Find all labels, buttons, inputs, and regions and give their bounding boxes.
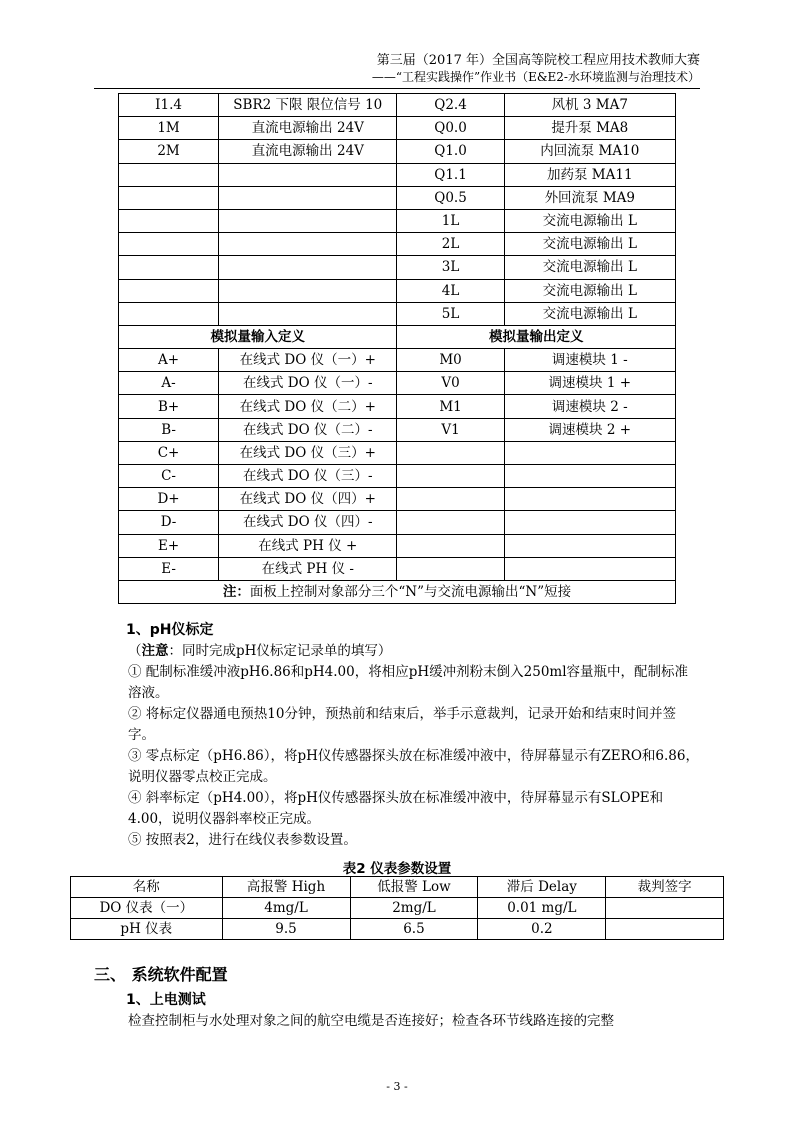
table-cell: 0.01 mg/L: [478, 898, 606, 919]
table-cell: 交流电源输出 L: [504, 233, 675, 256]
table-cell: 提升泵 MA8: [504, 117, 675, 140]
table-cell: [504, 511, 675, 534]
section3-text: 检查控制柜与水处理对象之间的航空电缆是否连接好；检查各环节线路连接的完整: [128, 1013, 614, 1029]
table-cell: [397, 511, 504, 534]
table-cell: 调速模块 2 +: [504, 418, 675, 441]
table-cell: [397, 557, 504, 580]
analog-input-title: 模拟量输入定义: [119, 325, 397, 348]
table-note: 注：面板上控制对象部分三个“N”与交流电源输出“N”短接: [119, 580, 676, 603]
ph-steps: [94, 662, 700, 851]
section3-heading: 三、 系统软件配置: [94, 965, 228, 984]
table-row: [119, 511, 676, 534]
table-cell: E+: [119, 534, 219, 557]
table-cell: B+: [119, 395, 219, 418]
table-row: [119, 279, 676, 302]
table-cell: [397, 465, 504, 488]
page-number: - 3 -: [386, 1080, 408, 1093]
table-row: [119, 441, 676, 464]
column-header: 低报警 Low: [350, 877, 478, 898]
table-cell: 调速模块 1 +: [504, 372, 675, 395]
table-cell: 调速模块 1 -: [504, 349, 675, 372]
table-cell: [504, 534, 675, 557]
table-cell: 在线式 PH 仪 -: [219, 557, 397, 580]
ph-step: ⑤ 按照表2，进行在线仪表参数设置。: [128, 832, 357, 848]
table-cell: [119, 233, 219, 256]
ph-step: ② 将标定仪器通电预热10分钟，预热前和结束后，举手示意裁判，记录开始和结束时间并签字。: [128, 706, 676, 743]
table-cell: 调速模块 2 -: [504, 395, 675, 418]
table-cell: [504, 465, 675, 488]
table-cell: [397, 488, 504, 511]
table-cell: 内回流泵 MA10: [504, 140, 675, 163]
table-cell: 2L: [397, 233, 504, 256]
table-cell: V1: [397, 418, 504, 441]
table-cell: 在线式 PH 仪 +: [219, 534, 397, 557]
table-cell: [219, 279, 397, 302]
table-cell: 直流电源输出 24V: [219, 117, 397, 140]
table-cell: [219, 209, 397, 232]
ph-step: ③ 零点标定（pH6.86），将pH仪传感器探头放在标准缓冲液中，待屏幕显示有ZERO和6.86，说明仪器零点校正完成。: [128, 748, 699, 785]
table-cell: 在线式 DO 仪（一）-: [219, 372, 397, 395]
table-cell: [119, 209, 219, 232]
table-cell: 2M: [119, 140, 219, 163]
table-cell: [397, 441, 504, 464]
table-cell: C+: [119, 441, 219, 464]
table-row: [119, 233, 676, 256]
table-cell: I1.4: [119, 94, 219, 117]
table-cell: 1L: [397, 209, 504, 232]
table-cell: V0: [397, 372, 504, 395]
header-title: 第三届（2017 年）全国高等院校工程应用技术教师大赛: [376, 53, 700, 68]
table-cell: C-: [119, 465, 219, 488]
table-row: [119, 534, 676, 557]
table-row: [119, 186, 676, 209]
column-header: 裁判签字: [606, 877, 724, 898]
table2-caption: 表2 仪表参数设置: [342, 861, 452, 877]
table-cell: [119, 302, 219, 325]
table-cell: 直流电源输出 24V: [219, 140, 397, 163]
header-divider: [94, 88, 700, 89]
table-cell: 在线式 DO 仪（二）-: [219, 418, 397, 441]
table-cell: Q2.4: [397, 94, 504, 117]
analog-output-title: 模拟量输出定义: [397, 325, 676, 348]
table-cell[interactable]: [606, 898, 724, 919]
table-cell: pH 仪表: [71, 919, 223, 940]
table-cell: Q1.0: [397, 140, 504, 163]
table-cell: [219, 302, 397, 325]
table-row: [119, 163, 676, 186]
table-row: [119, 372, 676, 395]
table-cell: [397, 534, 504, 557]
table-cell: 在线式 DO 仪（一）+: [219, 349, 397, 372]
table-cell: Q0.5: [397, 186, 504, 209]
table-cell: [504, 441, 675, 464]
header-subtitle: ——“工程实践操作”作业书（E&E2-水环境监测与治理技术）: [371, 70, 700, 84]
table-cell: 0.2: [478, 919, 606, 940]
ph-section-note: （注意：同时完成pH仪标定记录单的填写）: [128, 643, 392, 659]
table-cell: B-: [119, 418, 219, 441]
table-cell: 交流电源输出 L: [504, 256, 675, 279]
table-cell: DO 仪表（一）: [71, 898, 223, 919]
table-cell: 交流电源输出 L: [504, 209, 675, 232]
table-cell: A-: [119, 372, 219, 395]
ph-step: ④ 斜率标定（pH4.00），将pH仪传感器探头放在标准缓冲液中，待屏幕显示有SLOPE和4.00，说明仪器斜率校正完成。: [128, 790, 664, 827]
table-cell: 在线式 DO 仪（二）+: [219, 395, 397, 418]
table-cell: 5L: [397, 302, 504, 325]
table-row: [71, 898, 724, 919]
table-cell: 在线式 DO 仪（四）-: [219, 511, 397, 534]
table-row: [119, 94, 676, 117]
table-cell: [119, 256, 219, 279]
table-row: [119, 117, 676, 140]
table-cell: D-: [119, 511, 219, 534]
table-cell: SBR2 下限 限位信号 10: [219, 94, 397, 117]
table-cell: A+: [119, 349, 219, 372]
column-header: 名称: [71, 877, 223, 898]
table-cell: M0: [397, 349, 504, 372]
table-cell: Q1.1: [397, 163, 504, 186]
table-cell: 在线式 DO 仪（三）-: [219, 465, 397, 488]
ph-section: [94, 620, 700, 851]
table-cell[interactable]: [606, 919, 724, 940]
table-row: [119, 418, 676, 441]
section3-subheading: 1、上电测试: [126, 992, 206, 1008]
ph-step: ① 配制标准缓冲液pH6.86和pH4.00，将相应pH缓冲剂粉末倒入250ml容量瓶中，配制标准溶液。: [128, 664, 689, 701]
table-cell: [119, 163, 219, 186]
table-row: [119, 256, 676, 279]
table-header-row: [71, 877, 724, 898]
table-cell: 风机 3 MA7: [504, 94, 675, 117]
table-cell: 加药泵 MA11: [504, 163, 675, 186]
table-cell: [119, 279, 219, 302]
table-cell: 在线式 DO 仪（四）+: [219, 488, 397, 511]
table-row: [119, 557, 676, 580]
table-cell: 2mg/L: [350, 898, 478, 919]
table-cell: 交流电源输出 L: [504, 302, 675, 325]
table-cell: 6.5: [350, 919, 478, 940]
table-cell: [504, 557, 675, 580]
table-row: [119, 395, 676, 418]
table-cell: [219, 233, 397, 256]
table-cell: 外回流泵 MA9: [504, 186, 675, 209]
table-cell: 交流电源输出 L: [504, 279, 675, 302]
table-cell: E-: [119, 557, 219, 580]
table-cell: [219, 256, 397, 279]
table-cell: [119, 186, 219, 209]
table-cell: 3L: [397, 256, 504, 279]
ph-section-heading: 1、pH仪标定: [126, 622, 214, 638]
table-cell: [504, 488, 675, 511]
table-row: [119, 140, 676, 163]
table-row: [119, 302, 676, 325]
table-row: [119, 465, 676, 488]
table-row: [71, 919, 724, 940]
instrument-params-table: [70, 876, 724, 940]
table-cell: 4mg/L: [222, 898, 350, 919]
table-cell: D+: [119, 488, 219, 511]
table-cell: M1: [397, 395, 504, 418]
table-cell: 在线式 DO 仪（三）+: [219, 441, 397, 464]
table-cell: 4L: [397, 279, 504, 302]
table-row: [119, 209, 676, 232]
table-cell: 9.5: [222, 919, 350, 940]
table-note-row: [119, 580, 676, 603]
table-row: [119, 349, 676, 372]
table-cell: Q0.0: [397, 117, 504, 140]
column-header: 滞后 Delay: [478, 877, 606, 898]
io-definition-table: [118, 93, 676, 604]
table-cell: [219, 186, 397, 209]
table-row: [119, 488, 676, 511]
table-section-row: [119, 325, 676, 348]
table-cell: [219, 163, 397, 186]
section3: [94, 990, 700, 1032]
column-header: 高报警 High: [222, 877, 350, 898]
table-cell: 1M: [119, 117, 219, 140]
